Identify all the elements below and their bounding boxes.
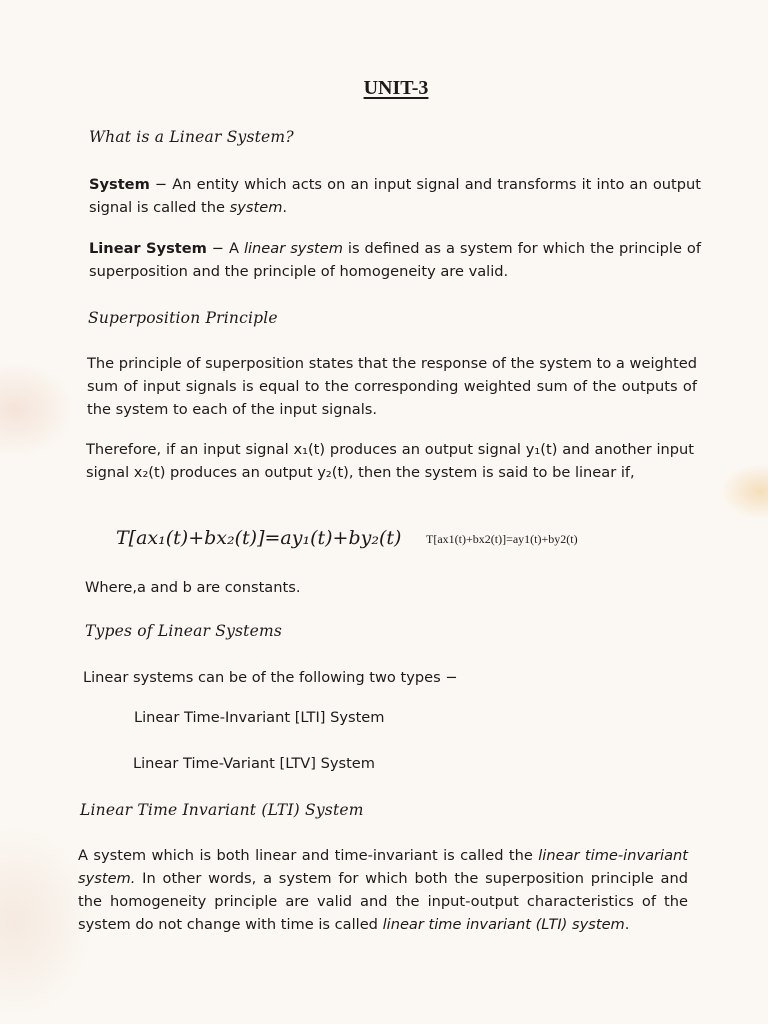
text-where-constants: Where,a and b are constants. [85,579,301,596]
heading-lti-system: Linear Time Invariant (LTI) System [80,801,364,819]
text-system-def-end: . [282,199,288,216]
heading-superposition-principle: Superposition Principle [88,309,278,327]
paragraph-lti-definition [78,844,688,936]
unit-title: UNIT-3 [363,77,429,99]
formula-linearity: T[ax₁(t)+bx₂(t)]=ay₁(t)+by₂(t) [116,527,402,549]
text-lti-1: A system which is both linear and time-invariant is called the [78,847,539,864]
term-linear-system: Linear System [89,240,207,257]
text-lti-3: . [624,916,630,933]
heading-types-of-linear-systems: Types of Linear Systems [85,622,283,640]
em-system: system [229,199,283,216]
paragraph-linear-system-definition [89,237,701,283]
paragraph-system-definition [89,173,701,219]
em-lti-1: linear time-invariant system. [78,847,689,887]
term-system: System [89,176,150,193]
em-linear-system: linear system [243,240,343,257]
list-item-ltv: Linear Time-Variant [LTV] System [133,755,375,772]
heading-what-is-linear-system: What is a Linear System? [89,128,294,146]
text-linear-def: − A [206,240,244,257]
paragraph-superposition: The principle of superposition states that the response of the system to a weighted sum of input signals is equal to the corresponding weighted sum of the outputs of the system to each of the input signals. [87,355,697,418]
em-lti-2: linear time invariant (LTI) system [382,916,625,933]
text-system-def: − An entity which acts on an input signal and transforms it into an output signal is called the [89,176,701,216]
text-linear-def-end: is defined as a system for which the principle of superposition and the principle of homogeneity are valid. [89,240,701,280]
list-item-lti: Linear Time-Invariant [LTI] System [134,709,385,726]
formula-linearity-plain: T[ax1(t)+bx2(t)]=ay1(t)+by2(t) [426,532,578,546]
text-types-intro: Linear systems can be of the following two types − [83,669,458,686]
text-lti-2: In other words, a system for which both the superposition principle and the homogeneity principle are valid and the input-output characteristics of the system do not change with time is called [78,870,688,933]
paragraph-therefore: Therefore, if an input signal x₁(t) produces an output signal y₁(t) and another input signal x₂(t) produces an output y₂(t), then the system is said to be linear if, [86,441,694,481]
